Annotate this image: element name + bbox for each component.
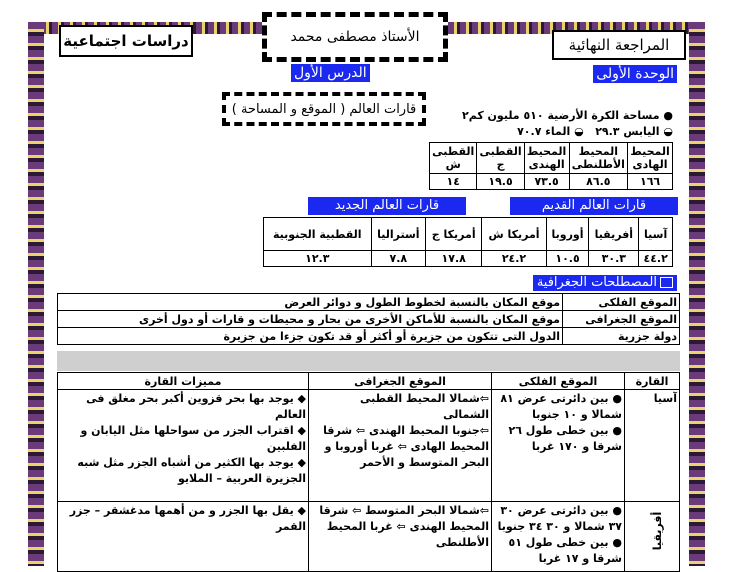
term-row xyxy=(58,294,680,311)
astro-line: ● بين خطى طول ٥١ شرقا و ١٧ غربا xyxy=(508,536,622,565)
continent-header: القطبية الجنوبية xyxy=(264,218,372,251)
details-header: مميزات القارة xyxy=(58,373,309,390)
teacher-name: الأستاذ مصطفى محمد xyxy=(262,12,448,62)
continents-bar xyxy=(308,197,678,215)
continent-value: ٧.٨ xyxy=(371,251,426,267)
continent-value: ٣٠.٣ xyxy=(589,251,639,267)
geo-line: ⇦جنوبا المحيط الهندى ⇦ شرقا xyxy=(323,424,489,437)
fact-earth-area: ● مساحة الكرة الأرضية ٥١٠ مليون كم٢ xyxy=(461,109,673,122)
continent-value: ١٧.٨ xyxy=(426,251,482,267)
continents-details-table xyxy=(57,372,680,572)
astro-text: بين خطى طول ٥١ شرقا و ١٧ غربا xyxy=(508,536,622,565)
continent-value: ٤٤.٢ xyxy=(639,251,673,267)
astro-text: بين دائرتى عرض ٨١ شمالا و ١٠ جنوبا xyxy=(500,392,622,421)
feature-line: ◆ يوجد بها بحر قزوين أكبر بحر مغلق فى العالم xyxy=(86,392,306,421)
term-name: الموقع الجغرافى xyxy=(563,311,680,328)
details-row xyxy=(58,502,680,572)
fact-water-text: الماء ٧٠.٧ xyxy=(517,125,571,138)
details-row xyxy=(58,390,680,502)
topic-title: قارات العالم ( الموقع و المساحة ) xyxy=(222,92,426,126)
ocean-value: ١٤ xyxy=(430,174,477,190)
continent-value: ١٠.٥ xyxy=(546,251,589,267)
geo-cell xyxy=(309,502,492,572)
ocean-value: ١٦٦ xyxy=(628,174,673,190)
geo-line: المحيط الهندى ⇦ غربا المحيط الأطلنطى xyxy=(326,520,489,549)
feature-text: اقتراب الجزر من سواحلها مثل اليابان و الفلبين xyxy=(80,424,306,453)
term-name: دولة جزرية xyxy=(563,328,680,345)
details-header: الموقع الجغرافى xyxy=(309,373,492,390)
decorative-border-right xyxy=(689,22,705,566)
old-world-label: قارات العالم القديم xyxy=(541,198,647,213)
feature-line: ◆ يقل بها الجزر و من أهمها مدغشقر – جزر القمر xyxy=(69,504,306,533)
continent-header: أستراليا xyxy=(371,218,426,251)
continent-header: آسيا xyxy=(639,218,673,251)
details-header: القارة xyxy=(625,373,680,390)
features-cell xyxy=(58,390,309,502)
terms-heading-text: المصطلحات الجغرافية xyxy=(536,275,657,290)
continent-name: أفريقيا xyxy=(650,511,664,551)
term-name: الموقع الفلكى xyxy=(563,294,680,311)
oceans-table xyxy=(429,142,673,190)
new-world-label: قارات العالم الجديد xyxy=(334,198,440,213)
continents-bar-gap xyxy=(466,197,510,215)
unit-title: الوحدة الأولى xyxy=(593,65,677,83)
terms-table xyxy=(57,293,680,345)
oceans-header-row xyxy=(430,143,673,174)
ocean-header: المحيط الهندى xyxy=(524,143,569,174)
details-header-row xyxy=(58,373,680,390)
astro-cell xyxy=(492,502,625,572)
ocean-value: ١٩.٥ xyxy=(477,174,524,190)
geo-line: ⇦شمالا المحيط القطبى الشمالى xyxy=(359,392,489,421)
continent-header: أمريكا ج xyxy=(426,218,482,251)
term-definition: موقع المكان بالنسبة للأماكن الأخرى من بحار و محيطات و قارات أو دول أخرى xyxy=(58,311,563,328)
geo-cell xyxy=(309,390,492,502)
review-label: المراجعة النهائية xyxy=(552,30,686,60)
astro-text: بين دائرتى عرض ٣٠ ٣٧ شمالا و ٣٠ ٣٤ جنوبا xyxy=(497,504,622,533)
details-header: الموقع الفلكى xyxy=(492,373,625,390)
fact-land-water: ◒ اليابس ٢٩.٣ ◒ الماء ٧٠.٧ xyxy=(517,125,673,138)
ocean-value: ٨٦.٥ xyxy=(569,174,628,190)
continent-header: أوروبا xyxy=(546,218,589,251)
term-row xyxy=(58,311,680,328)
astro-text: بين خطى طول ٢٦ شرقا و ١٧٠ غربا xyxy=(508,424,622,453)
continent-header: أمريكا ش xyxy=(482,218,546,251)
section-divider xyxy=(57,351,680,371)
astro-line: ● بين خطى طول ٢٦ شرقا و ١٧٠ غربا xyxy=(508,424,622,453)
ocean-header: المحيط الأطلنطى xyxy=(569,143,628,174)
continents-header-row xyxy=(264,218,673,251)
astro-line: ● بين دائرتى عرض ٣٠ ٣٧ شمالا و ٣٠ ٣٤ جنوبا xyxy=(497,504,622,533)
terms-heading xyxy=(533,275,677,291)
feature-line: ◆ يوجد بها الكثير من أشباه الجزر مثل شبه الجزيرة العربية – الملايو xyxy=(77,456,306,485)
continents-value-row xyxy=(264,251,673,267)
feature-text: يوجد بها بحر قزوين أكبر بحر مغلق فى العالم xyxy=(86,392,306,421)
continent-value: ٢٤.٢ xyxy=(482,251,546,267)
decorative-border-left xyxy=(28,22,44,566)
continent-name-cell xyxy=(625,502,680,572)
ocean-header: القطبى ج xyxy=(477,143,524,174)
subject-label: دراسات اجتماعية xyxy=(59,25,193,57)
geo-line: المحيط الهادى ⇦ غربا أوروبا و البحر المتوسط و الأحمر xyxy=(324,440,489,469)
term-definition: الدول التى تتكون من جزيرة أو أكثر أو قد تكون جزءا من جزيرة xyxy=(58,328,563,345)
astro-line: ● بين دائرتى عرض ٨١ شمالا و ١٠ جنوبا xyxy=(500,392,622,421)
lesson-title: الدرس الأول xyxy=(291,64,370,82)
feature-text: يوجد بها الكثير من أشباه الجزر مثل شبه الجزيرة العربية – الملايو xyxy=(77,456,306,485)
ocean-header: القطبى ش xyxy=(430,143,477,174)
fact-area-text: مساحة الكرة الأرضية ٥١٠ مليون كم٢ xyxy=(461,109,660,122)
continents-table xyxy=(263,217,673,267)
term-row xyxy=(58,328,680,345)
ocean-value: ٧٣.٥ xyxy=(524,174,569,190)
geo-line: ⇦شمالا البحر المتوسط ⇦ شرقا xyxy=(319,504,489,517)
continent-name: آسيا xyxy=(625,390,680,502)
astro-cell xyxy=(492,390,625,502)
oceans-value-row xyxy=(430,174,673,190)
fact-land-text: اليابس ٢٩.٣ xyxy=(595,125,660,138)
features-cell xyxy=(58,502,309,572)
book-icon xyxy=(660,277,673,288)
continent-value: ١٢.٣ xyxy=(264,251,372,267)
feature-line: ◆ اقتراب الجزر من سواحلها مثل اليابان و الفلبين xyxy=(80,424,306,453)
feature-text: يقل بها الجزر و من أهمها مدغشقر – جزر القمر xyxy=(69,504,306,533)
ocean-header: المحيط الهادى xyxy=(628,143,673,174)
continent-header: أفريقيا xyxy=(589,218,639,251)
term-definition: موقع المكان بالنسبة لخطوط الطول و دوائر العرض xyxy=(58,294,563,311)
